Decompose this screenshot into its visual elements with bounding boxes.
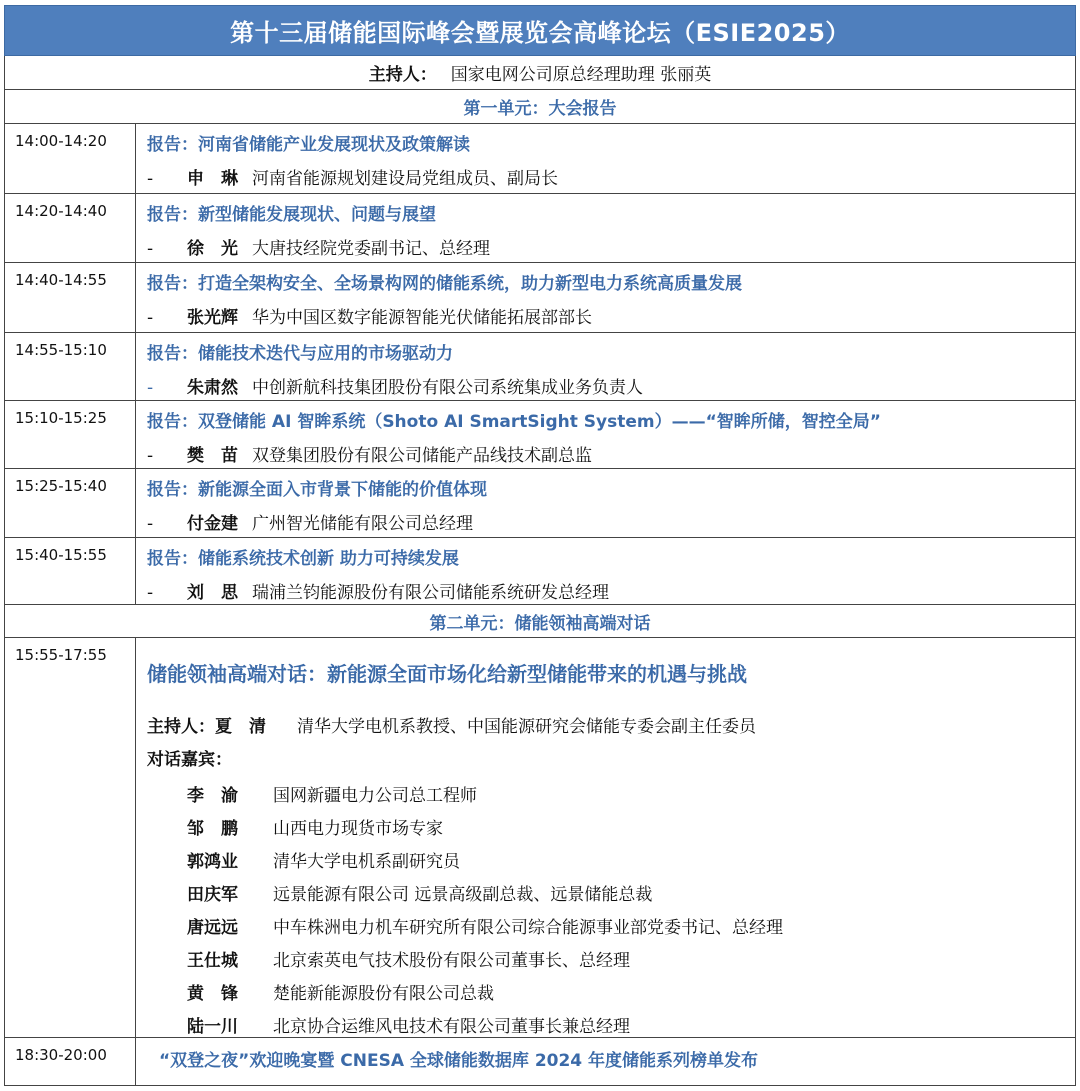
guest-name: 陆一川 [187, 1017, 238, 1037]
session-content [137, 194, 1075, 262]
evening-content [137, 1038, 1075, 1085]
session-report: 报告：河南省储能产业发展现状及政策解读 [147, 135, 470, 155]
session-time: 15:40-15:55 [5, 538, 136, 604]
session-content [137, 263, 1075, 332]
host-label: 主持人： [368, 65, 437, 85]
agenda-sheet [4, 5, 1076, 1086]
speaker-name: 申 琳 [187, 169, 238, 189]
speaker-title: 中创新航科技集团股份有限公司系统集成业务负责人 [252, 378, 643, 398]
host-row [4, 56, 1076, 90]
agenda-title: 第十三届储能国际峰会暨展览会高峰论坛（ESIE2025） [4, 5, 1076, 56]
session-row [4, 124, 1076, 194]
speaker-dash: - [147, 169, 154, 189]
evening-row [4, 1038, 1076, 1086]
guest-item [187, 880, 652, 905]
guest-item [187, 979, 494, 1004]
session-row [4, 469, 1076, 538]
session-speaker [147, 234, 490, 259]
session-report: 报告：新型储能发展现状、问题与展望 [147, 205, 436, 225]
session-time: 14:40-14:55 [5, 263, 136, 332]
host-value: 国家电网公司原总经理助理 张丽英 [450, 65, 712, 85]
session-row [4, 333, 1076, 401]
evening-text: “双登之夜”欢迎晚宴暨 CNESA 全球储能数据库 2024 年度储能系列榜单发布 [159, 1051, 759, 1071]
guest-name: 田庆军 [187, 885, 238, 905]
guest-item [187, 847, 460, 872]
session-report: 报告：储能系统技术创新 助力可持续发展 [147, 549, 459, 569]
session-speaker [147, 578, 609, 603]
session-speaker [147, 441, 592, 466]
session-content [137, 124, 1075, 193]
guest-title: 中车株洲电力机车研究所有限公司综合能源事业部党委书记、总经理 [273, 918, 783, 938]
session-time: 15:10-15:25 [5, 401, 136, 468]
speaker-name: 朱肃然 [187, 378, 238, 398]
session-report: 报告：新能源全面入市背景下储能的价值体现 [147, 480, 487, 500]
speaker-name: 付金建 [187, 514, 238, 534]
session-speaker [147, 164, 558, 189]
session-report: 报告：打造全架构安全、全场景构网的储能系统，助力新型电力系统高质量发展 [147, 274, 742, 294]
session-speaker [147, 509, 473, 534]
guest-title: 山西电力现货市场专家 [273, 819, 443, 839]
session-time: 14:20-14:40 [5, 194, 136, 262]
session-content [137, 538, 1075, 604]
guest-item [187, 946, 630, 971]
session-speaker [147, 303, 592, 328]
guest-item [187, 913, 783, 938]
speaker-title: 广州智光储能有限公司总经理 [252, 514, 473, 534]
speaker-title: 双登集团股份有限公司储能产品线技术副总监 [252, 446, 592, 466]
speaker-name: 张光辉 [187, 308, 238, 328]
dialogue-time: 15:55-17:55 [5, 638, 136, 1037]
speaker-dash: - [147, 308, 154, 328]
session-time: 14:00-14:20 [5, 124, 136, 193]
guest-name: 李 渝 [187, 786, 238, 806]
session-time: 15:25-15:40 [5, 469, 136, 537]
speaker-dash: - [147, 583, 154, 603]
dialogue-row [4, 638, 1076, 1038]
session-speaker [147, 373, 643, 398]
dialogue-title: 储能领袖高端对话：新能源全面市场化给新型储能带来的机遇与挑战 [147, 662, 747, 686]
session-row [4, 401, 1076, 469]
session-report: 报告：双登储能 AI 智眸系统（Shoto AI SmartSight System）——“智眸所储，智控全局” [147, 412, 881, 432]
speaker-title: 河南省能源规划建设局党组成员、副局长 [252, 169, 558, 189]
guest-name: 郭鸿业 [187, 852, 238, 872]
guest-item [187, 814, 443, 839]
session-content [137, 469, 1075, 537]
speaker-dash: - [147, 514, 154, 534]
guest-title: 北京索英电气技术股份有限公司董事长、总经理 [273, 951, 630, 971]
session-content [137, 333, 1075, 400]
unit-1-header: 第一单元：大会报告 [4, 90, 1076, 124]
evening-time: 18:30-20:00 [5, 1038, 136, 1085]
guest-item [187, 781, 477, 806]
dialogue-host [147, 712, 756, 737]
speaker-title: 华为中国区数字能源智能光伏储能拓展部部长 [252, 308, 592, 328]
dialogue-content [137, 638, 1075, 1037]
session-content [137, 401, 1075, 468]
speaker-dash: - [147, 378, 154, 398]
session-row [4, 194, 1076, 263]
guest-name: 王仕城 [187, 951, 238, 971]
guests-label: 对话嘉宾： [147, 750, 232, 770]
guest-name: 黄 锋 [187, 984, 238, 1004]
unit-2-header: 第二单元：储能领袖高端对话 [4, 605, 1076, 638]
guest-title: 北京协合运维风电技术有限公司董事长兼总经理 [273, 1017, 630, 1037]
dialogue-host-label: 主持人：夏 清 [147, 717, 266, 737]
session-row [4, 538, 1076, 605]
speaker-name: 刘 思 [187, 583, 238, 603]
speaker-name: 徐 光 [187, 239, 238, 259]
session-row [4, 263, 1076, 333]
speaker-title: 大唐技经院党委副书记、总经理 [252, 239, 490, 259]
speaker-dash: - [147, 446, 154, 466]
session-time: 14:55-15:10 [5, 333, 136, 400]
guest-title: 远景能源有限公司 远景高级副总裁、远景储能总裁 [273, 885, 653, 905]
guest-name: 邹 鹏 [187, 819, 238, 839]
guest-name: 唐远远 [187, 918, 238, 938]
dialogue-host-title: 清华大学电机系教授、中国能源研究会储能专委会副主任委员 [297, 717, 756, 737]
guest-title: 国网新疆电力公司总工程师 [273, 786, 477, 806]
speaker-dash: - [147, 239, 154, 259]
guest-title: 楚能新能源股份有限公司总裁 [273, 984, 494, 1004]
speaker-name: 樊 苗 [187, 446, 238, 466]
session-report: 报告：储能技术迭代与应用的市场驱动力 [147, 344, 453, 364]
speaker-title: 瑞浦兰钧能源股份有限公司储能系统研发总经理 [252, 583, 609, 603]
guest-title: 清华大学电机系副研究员 [273, 852, 460, 872]
guest-item [187, 1012, 630, 1037]
